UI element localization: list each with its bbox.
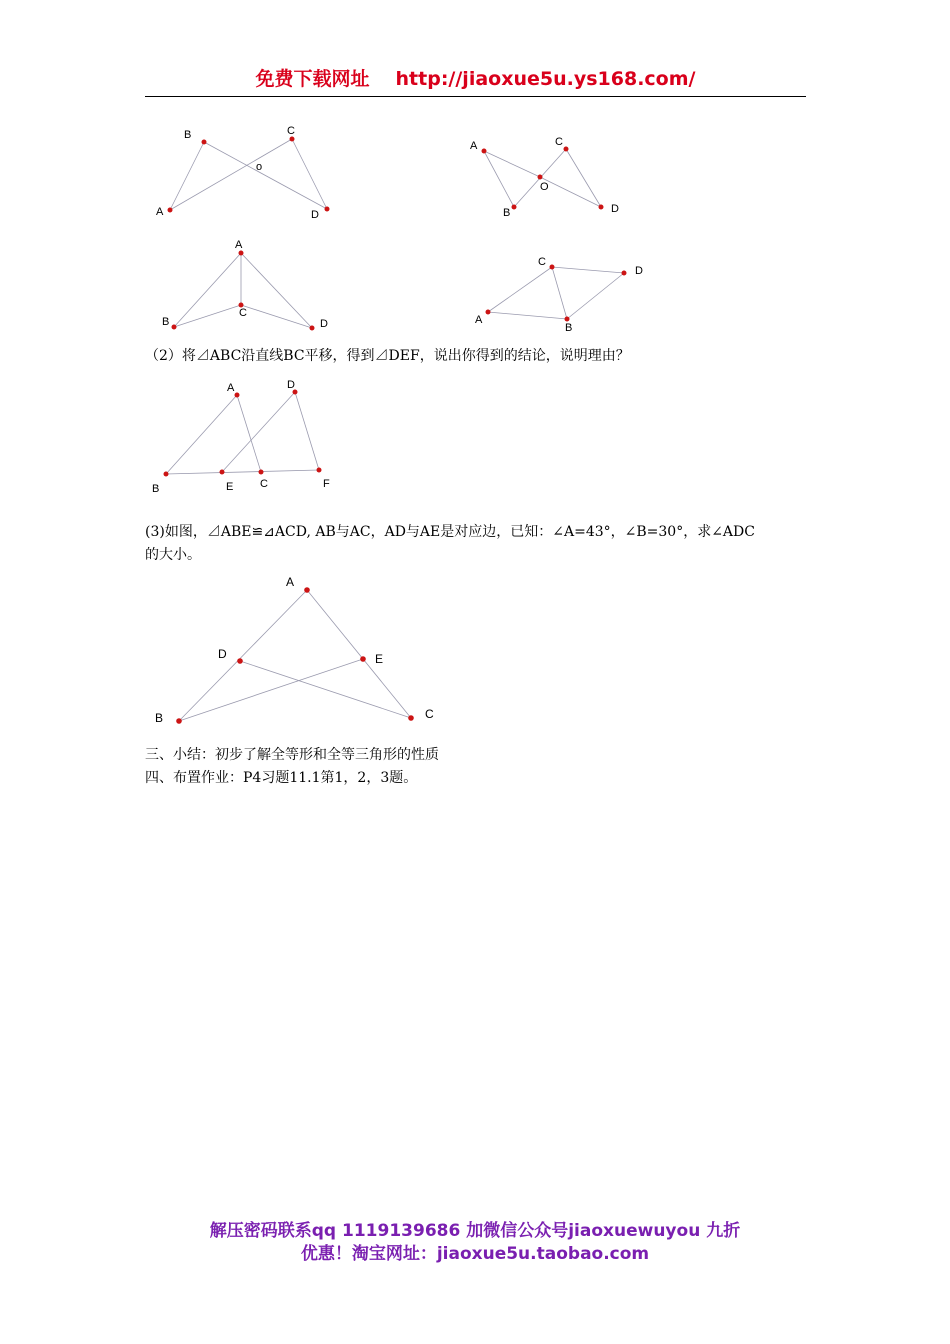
question-3-line-2: 的大小。: [145, 547, 201, 563]
fig6-label-d: D: [218, 647, 227, 661]
footer-line-2: 优惠！淘宝网址：jiaoxue5u.taobao.com: [300, 1244, 650, 1264]
fig3-label-b: B: [162, 316, 170, 328]
fig4-label-c: C: [538, 256, 546, 268]
header-label: 免费下载网址: [255, 68, 370, 90]
fig1-label-b: B: [184, 129, 192, 141]
header-url-link[interactable]: http://jiaoxue5u.ys168.com/: [395, 68, 696, 90]
footer-line-1: 解压密码联系qq 1119139686 加微信公众号jiaoxuewuyou 九折: [209, 1221, 741, 1241]
fig5-label-c: C: [260, 478, 268, 490]
fig5-label-b: B: [152, 483, 160, 495]
fig1-label-a: A: [156, 206, 164, 218]
fig1-label-o: o: [256, 161, 263, 173]
fig5-label-d: D: [287, 379, 295, 391]
fig4-label-b: B: [565, 322, 573, 334]
fig6-label-e: E: [375, 652, 384, 666]
fig4-label-d: D: [635, 265, 643, 277]
fig2-label-o: O: [540, 181, 549, 193]
fig3-label-c: C: [239, 307, 247, 319]
summary-section: 三、小结：初步了解全等形和全等三角形的性质: [145, 747, 439, 763]
fig1-label-c: C: [287, 125, 295, 137]
figure-2: [465, 130, 635, 225]
question-3-line-1: (3)如图，⊿ABE≌⊿ACD, AB与AC，AD与AE是对应边，已知：∠A=43°，∠B=30°，求∠ADC: [145, 524, 755, 540]
fig6-label-c: C: [425, 707, 434, 721]
question-2: （2）将⊿ABC沿直线BC平移，得到⊿DEF，说出你得到的结论，说明理由？: [145, 348, 630, 364]
fig3-label-d: D: [320, 318, 328, 330]
fig5-label-e: E: [226, 481, 234, 493]
figure-4: [470, 252, 660, 337]
figure-5: [145, 375, 355, 500]
fig6-label-b: B: [155, 711, 164, 725]
fig5-label-a: A: [227, 382, 235, 394]
fig3-label-a: A: [235, 239, 243, 251]
fig2-label-a: A: [470, 140, 478, 152]
figure-1: [145, 122, 345, 227]
homework-section: 四、布置作业：P4习题11.1第1，2，3题。: [145, 770, 418, 786]
fig2-label-d: D: [611, 203, 619, 215]
fig5-label-f: F: [323, 478, 330, 490]
figure-3: [150, 236, 350, 336]
fig2-label-c: C: [555, 136, 563, 148]
fig1-label-d: D: [311, 209, 319, 221]
fig6-label-a: A: [286, 575, 295, 589]
fig2-label-b: B: [503, 207, 511, 219]
page-header: [145, 62, 806, 97]
fig4-label-a: A: [475, 314, 483, 326]
figure-6: [145, 570, 455, 730]
